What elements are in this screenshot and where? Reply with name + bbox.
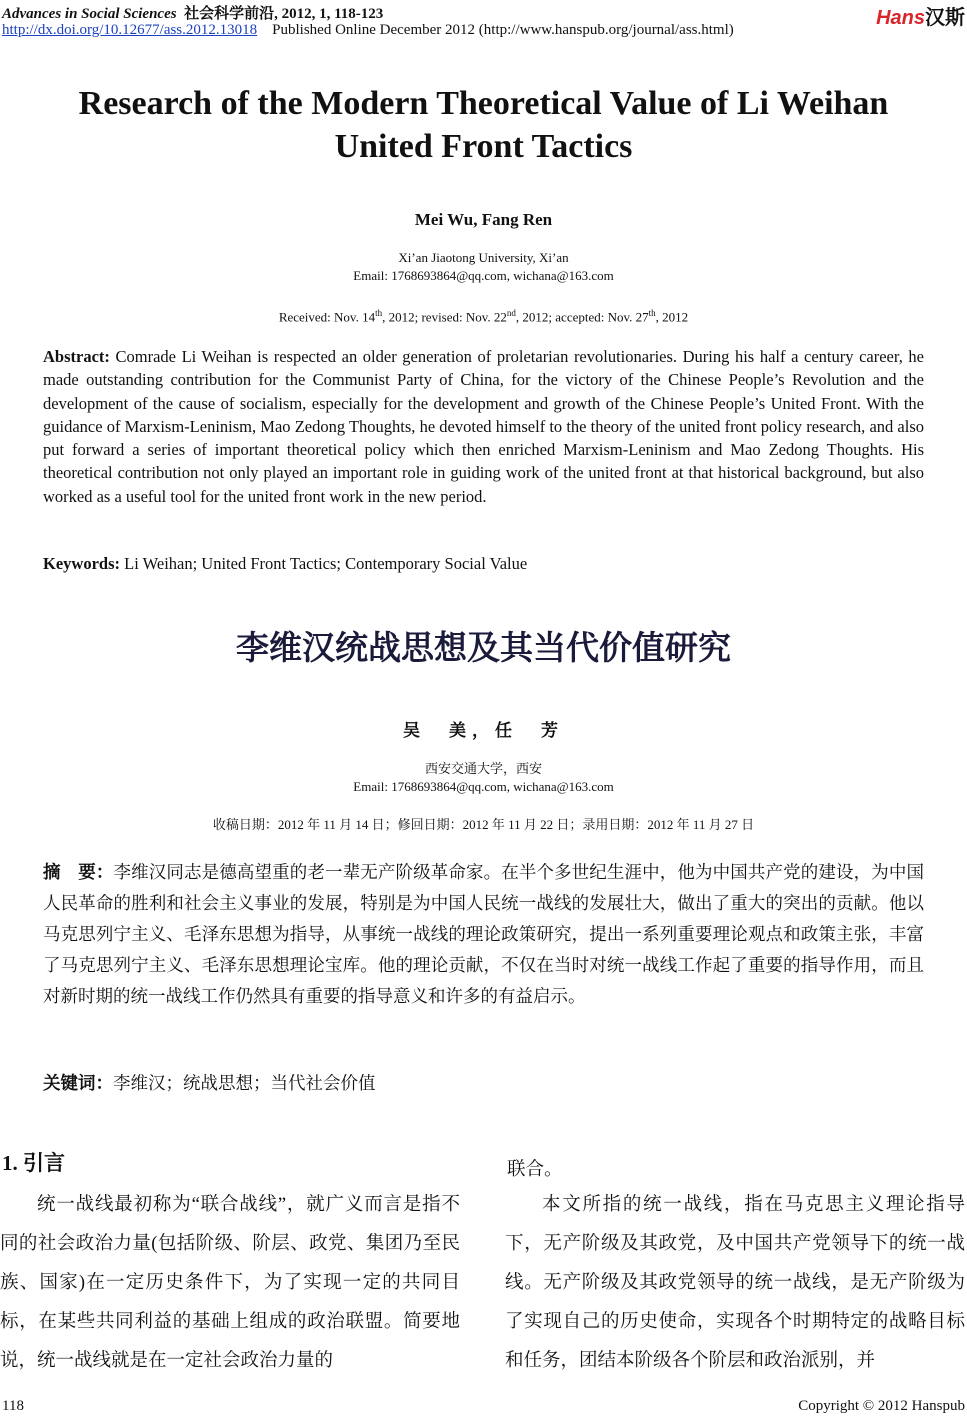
right-column-continuation: 联合。	[507, 1160, 563, 1180]
doi-line	[2, 22, 734, 39]
cn-keywords	[43, 1068, 924, 1099]
affiliation: Xi’an Jiaotong University, Xi’an	[398, 250, 569, 265]
email: Email: 1768693864@qq.com, wichana@163.com	[353, 268, 614, 283]
cn-abstract-label: 摘 要：	[43, 862, 114, 882]
cn-abstract-text: 李维汉同志是德高望重的老一辈无产阶级革命家。在半个多世纪生涯中，他为中国共产党的建设，为中国人民革命的胜利和社会主义事业的发展，特别是为中国人民统一战线的发展壮大，做出了重大的突出的贡献。他以马克思列宁主义、毛泽东思想为指导，从事统一战线的理论政策研究，提出一系列重要理论观点和政策主张，丰富了马克思列宁主义、毛泽东思想理论宝库。他的理论贡献，不仅在当时对统一战线工作起了重要的指导作用，而且对新时期的统一战线工作仍然具有重要的指导意义和许多的有益启示。	[43, 862, 925, 1006]
journal-header	[2, 2, 383, 23]
left-column-paragraph: 统一战线最初称为“联合战线”，就广义而言是指不同的社会政治力量(包括阶级、阶层、政党、集团乃至民族、国家)在一定历史条件下，为了实现一定的共同目标，在某些共同利益的基础上组成的政治联盟。简要地说，统一战线就是在一定社会政治力量的	[0, 1195, 460, 1371]
doi-link[interactable]: http://dx.doi.org/10.12677/ass.2012.13018	[2, 22, 258, 38]
right-column-paragraph: 本文所指的统一战线，指在马克思主义理论指导下，无产阶级及其政党，及中国共产党领导下的统一战线。无产阶级及其政党领导的统一战线，是无产阶级为了实现自己的历史使命，实现各个时期特定的战略目标和任务，团结本阶级各个阶层和政治派别，并	[505, 1195, 965, 1371]
journal-cn: 社会科学前沿, 2012, 1, 118-123	[184, 6, 384, 22]
cn-keywords-label: 关键词：	[43, 1073, 113, 1093]
sup: nd	[506, 308, 516, 318]
date-end: , 2012	[655, 309, 689, 325]
cn-email: Email: 1768693864@qq.com, wichana@163.com	[353, 779, 614, 794]
cn-keywords-text: 李维汉；统战思想；当代社会价值	[113, 1073, 376, 1093]
cn-abstract	[43, 857, 924, 1012]
abstract-label: Abstract:	[43, 347, 110, 366]
journal-name: Advances in Social Sciences	[2, 6, 177, 22]
accepted: , 2012; accepted: Nov. 27	[515, 309, 649, 325]
hans-logo	[876, 1, 965, 30]
title-line: Research of the Modern Theoretical Value of Li Weihan	[78, 85, 889, 122]
authors: Mei Wu, Fang Ren	[414, 210, 553, 229]
revised: , 2012; revised: Nov. 22	[382, 309, 507, 325]
logo-en: Hans	[876, 7, 925, 29]
logo-cn: 汉斯	[925, 7, 965, 29]
received: Received: Nov. 14	[278, 309, 376, 325]
copyright: Copyright © 2012 Hanspub	[798, 1398, 965, 1414]
published-info: Published Online December 2012 (http://www.hanspub.org/journal/ass.html)	[272, 22, 734, 38]
title-line: United Front Tactics	[334, 128, 633, 165]
cn-authors: 吴 美，任 芳	[403, 721, 564, 740]
section-heading: 1. 引言	[2, 1151, 65, 1175]
keywords-label: Keywords:	[43, 554, 120, 573]
cn-affiliation: 西安交通大学，西安	[424, 761, 542, 776]
sup: th	[375, 308, 383, 318]
paper-title	[30, 82, 937, 168]
dates	[0, 304, 967, 326]
cn-dates: 收稿日期：2012 年 11 月 14 日；修回日期：2012 年 11 月 22 日；录用日期：2012 年 11 月 27 日	[212, 817, 755, 832]
abstract	[43, 345, 924, 508]
keywords	[43, 552, 924, 575]
keywords-text: Li Weihan; United Front Tactics; Contemporary Social Value	[120, 554, 528, 573]
abstract-text: Comrade Li Weihan is respected an older generation of proletarian revolutionaries. During his half a century career, he made outstanding contribution for the Communist Party of China, for the victory of the Chinese People’s Revolution and the development of the cause of socialism, especially for the development and growth of the Chinese People’s United Front. With the guidance of Marxism-Leninism, Mao Zedong Thoughts, he devoted himself to the theory of the united front policy research, and also put forward a series of important theoretical policy which then enriched Marxism-Leninism and Mao Zedong Thoughts. His theoretical contribution not only played an important role in guiding work of the united front at that historical background, but also worked as a useful tool for the united front work in the new period.	[43, 347, 924, 506]
cn-title: 李维汉统战思想及其当代价值研究	[236, 628, 731, 667]
sup: th	[648, 308, 656, 318]
page-number: 118	[2, 1398, 24, 1414]
